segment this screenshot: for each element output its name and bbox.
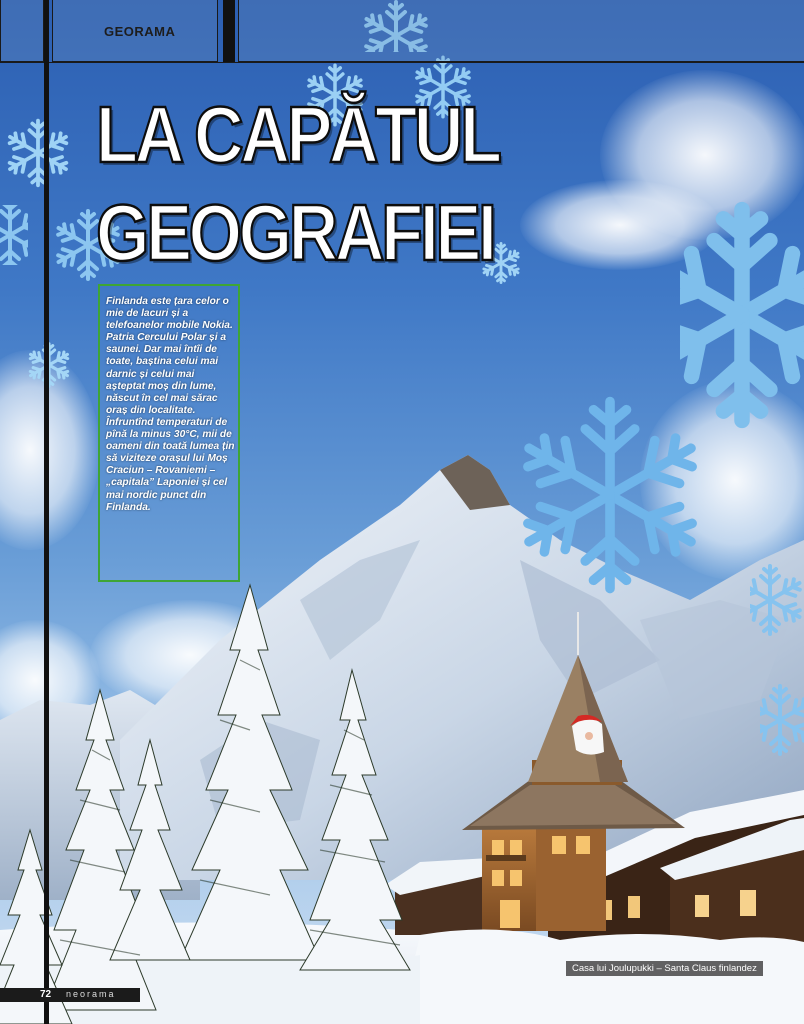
article-title — [96, 86, 499, 282]
snowflake-icon — [760, 680, 804, 760]
title-line-2: GEOGRAFIEI — [96, 188, 494, 277]
header-divider — [223, 0, 235, 62]
header-box — [238, 0, 804, 62]
snowflake-icon — [750, 560, 804, 640]
page-number: 72 — [40, 989, 52, 1000]
snowflake-icon — [500, 385, 720, 605]
left-vertical-rule — [44, 0, 49, 1024]
snowflake-icon — [24, 340, 74, 390]
intro-text: Finlanda este țara celor o mie de lacuri și a telefoanelor mobile Nokia. Patria Cercului Polar și a saunei. Dar mai întîi de toate, baștina celui mai darnic și celui mai așteptat moș din lume, născut în cel mai sărac oraș din localitate. Înfruntînd temperaturi de pînă la minus 30°C, mii de oameni din toată lumea țin să viziteze orașul lui Moș Craciun – Rovaniemi – „capitala” Laponiei și cel mai nordic punct din Finlanda. — [106, 296, 235, 513]
magazine-brand: neorama — [66, 989, 116, 999]
photo-caption: Casa lui Joulupukki – Santa Claus finlandez — [566, 961, 763, 976]
page-header — [0, 0, 804, 62]
snowflake-icon — [0, 115, 76, 191]
snowflake-icon — [0, 205, 28, 265]
intro-box — [98, 284, 240, 582]
section-label: GEORAMA — [104, 24, 176, 39]
header-box — [0, 0, 44, 62]
title-line-1: LA CAPĂTUL — [96, 90, 499, 179]
header-rule — [0, 62, 804, 63]
